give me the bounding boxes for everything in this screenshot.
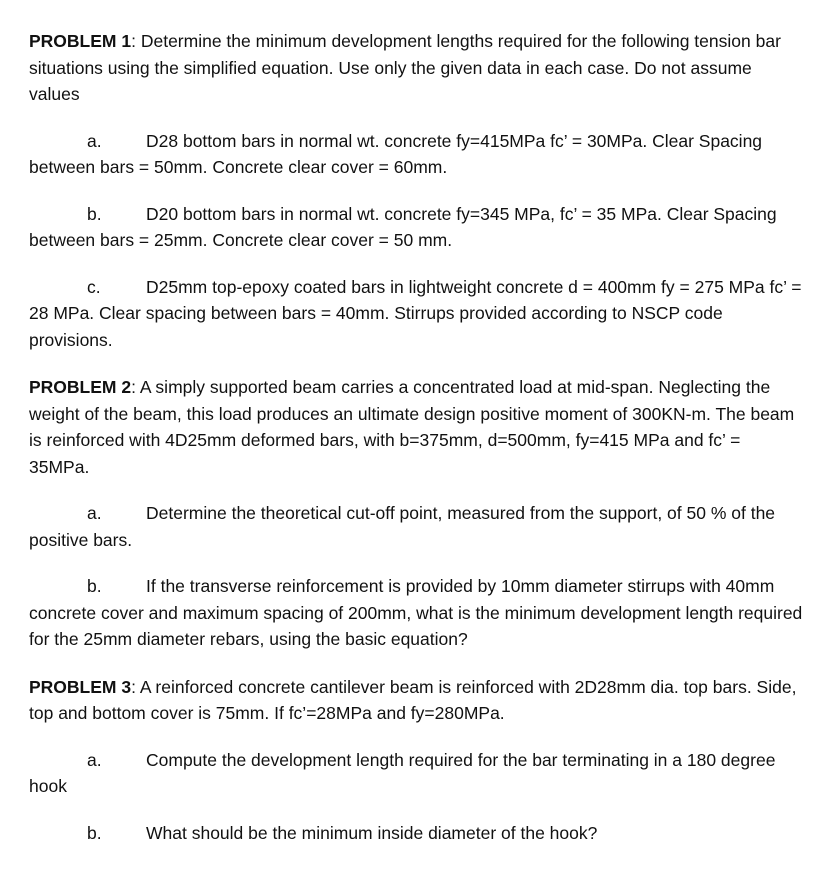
problem-2-label: PROBLEM 2: [29, 377, 132, 397]
problem-2-text: : A simply supported beam carries a concentrated load at mid-span. Neglecting the weight of the beam, this load produces an ultimate design positive moment of 300KN-m. The beam is reinforced with 4D25mm deformed bars, with b=375mm, d=500mm, fy=415 MPa and fc’ = 35MPa.: [29, 377, 795, 477]
item-text: D20 bottom bars in normal wt. concrete fy=345 MPa, fc’ = 35 MPa. Clear Spacing between bars = 25mm. Concrete clear cover = 50 mm.: [29, 203, 777, 250]
problem-2-intro: [29, 374, 804, 480]
document-page: [29, 28, 804, 846]
problem-2-item-a: [29, 500, 804, 553]
item-marker: c.: [87, 276, 101, 297]
item-text: Determine the theoretical cut-off point, measured from the support, of 50 % of the positive bars.: [29, 503, 776, 550]
item-marker: a.: [87, 503, 102, 523]
item-marker: a.: [87, 130, 102, 151]
item-text: Compute the development length required for the bar terminating in a 180 degree hook: [29, 749, 776, 796]
item-text: What should be the minimum inside diameter of the hook?: [146, 822, 598, 843]
item-text: D28 bottom bars in normal wt. concrete fy=415MPa fc’ = 30MPa. Clear Spacing between bars = 50mm. Concrete clear cover = 60mm.: [29, 130, 763, 177]
problem-3-intro: [29, 674, 804, 727]
item-marker: a.: [87, 749, 102, 770]
item-text: If the transverse reinforcement is provided by 10mm diameter stirrups with 40mm concrete cover and maximum spacing of 200mm, what is the minimum development length required for the 25mm diameter rebars, using the basic equation?: [29, 576, 803, 649]
problem-1-item-a: [29, 128, 804, 181]
item-marker: b.: [87, 203, 102, 224]
problem-2-item-b: [29, 573, 804, 653]
problem-3-item-a: [29, 747, 804, 800]
item-marker: b.: [87, 576, 102, 596]
problem-1-item-c: [29, 274, 804, 354]
problem-1-intro: [29, 28, 804, 108]
problem-3-label: PROBLEM 3: [29, 676, 132, 697]
problem-3-item-b: [29, 820, 804, 847]
problem-1-item-b: [29, 201, 804, 254]
problem-3-text: : A reinforced concrete cantilever beam is reinforced with 2D28mm dia. top bars. Side, top and bottom cover is 75mm. If fc’=28MPa and fy=280MPa.: [29, 676, 797, 723]
problem-1-label: PROBLEM 1: [29, 31, 132, 51]
item-text: D25mm top-epoxy coated bars in lightweight concrete d = 400mm fy = 275 MPa fc’ = 28 MPa. Clear spacing between bars = 40mm. Stirrups provided according to NSCP code provisions.: [29, 276, 802, 350]
item-marker: b.: [87, 822, 102, 843]
problem-1-text: : Determine the minimum development lengths required for the following tension bar situations using the simplified equation. Use only the given data in each case. Do not assume values: [29, 31, 781, 104]
